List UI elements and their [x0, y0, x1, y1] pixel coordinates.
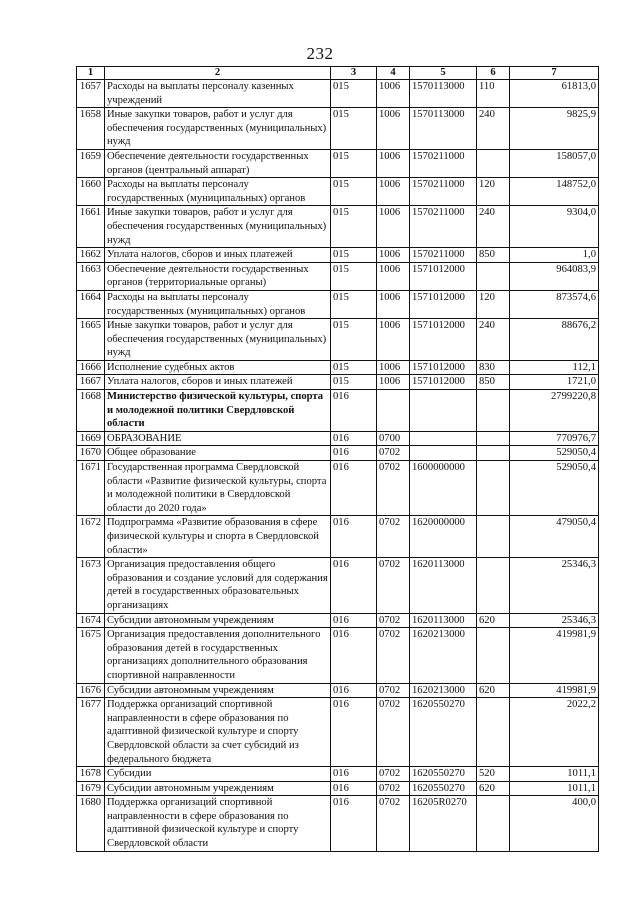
code-target-article-cell: 1620550270 [410, 698, 477, 767]
code-target-article-cell: 1570113000 [410, 80, 477, 108]
row-number-cell: 1677 [77, 698, 105, 767]
code-target-article-cell: 1570113000 [410, 108, 477, 150]
code-expense-type-cell [477, 461, 510, 516]
table-row [77, 431, 599, 446]
item-name-cell: Общее образование [105, 446, 331, 461]
code-target-article-cell [410, 431, 477, 446]
code-expense-type-cell [477, 698, 510, 767]
code-ministry-cell: 016 [331, 446, 377, 461]
code-expense-type-cell [477, 628, 510, 683]
column-header: 7 [510, 67, 599, 80]
column-header: 3 [331, 67, 377, 80]
code-ministry-cell: 015 [331, 248, 377, 263]
table-row [77, 461, 599, 516]
code-target-article-cell: 1570211000 [410, 149, 477, 177]
code-target-article-cell: 1600000000 [410, 461, 477, 516]
table-row [77, 178, 599, 206]
code-expense-type-cell: 620 [477, 613, 510, 628]
code-ministry-cell: 015 [331, 360, 377, 375]
column-header: 6 [477, 67, 510, 80]
table-row [77, 781, 599, 796]
code-section-cell: 1006 [377, 206, 410, 248]
row-number-cell: 1670 [77, 446, 105, 461]
table-row [77, 767, 599, 782]
code-section-cell: 0700 [377, 431, 410, 446]
table-row [77, 80, 599, 108]
code-expense-type-cell [477, 446, 510, 461]
amount-cell: 529050,4 [510, 446, 599, 461]
code-expense-type-cell: 850 [477, 375, 510, 390]
table-row [77, 613, 599, 628]
table-row [77, 446, 599, 461]
code-ministry-cell: 016 [331, 390, 377, 432]
item-name-cell: Поддержка организаций спортивной направленности в сфере образования по адаптивной физической культуре и спорту Свердловской области за счет субсидий из федерального бюджета [105, 698, 331, 767]
table-row [77, 516, 599, 558]
row-number-cell: 1676 [77, 683, 105, 698]
budget-table [76, 66, 599, 852]
table-row [77, 558, 599, 613]
code-target-article-cell: 1620000000 [410, 516, 477, 558]
row-number-cell: 1665 [77, 319, 105, 361]
code-section-cell: 0702 [377, 516, 410, 558]
column-header: 4 [377, 67, 410, 80]
code-section-cell: 1006 [377, 108, 410, 150]
code-section-cell [377, 390, 410, 432]
code-ministry-cell: 016 [331, 558, 377, 613]
row-number-cell: 1671 [77, 461, 105, 516]
amount-cell: 873574,6 [510, 290, 599, 318]
amount-cell: 964083,9 [510, 262, 599, 290]
column-header: 5 [410, 67, 477, 80]
code-section-cell: 1006 [377, 290, 410, 318]
code-ministry-cell: 016 [331, 461, 377, 516]
row-number-cell: 1675 [77, 628, 105, 683]
code-expense-type-cell [477, 390, 510, 432]
item-name-cell: Иные закупки товаров, работ и услуг для обеспечения государственных (муниципальных) нужд [105, 319, 331, 361]
amount-cell: 25346,3 [510, 558, 599, 613]
code-expense-type-cell: 120 [477, 290, 510, 318]
code-target-article-cell: 1571012000 [410, 375, 477, 390]
code-target-article-cell [410, 390, 477, 432]
row-number-cell: 1678 [77, 767, 105, 782]
code-ministry-cell: 016 [331, 781, 377, 796]
amount-cell: 1,0 [510, 248, 599, 263]
code-target-article-cell: 1620550270 [410, 767, 477, 782]
amount-cell: 88676,2 [510, 319, 599, 361]
amount-cell: 148752,0 [510, 178, 599, 206]
amount-cell: 1011,1 [510, 767, 599, 782]
code-ministry-cell: 015 [331, 290, 377, 318]
item-name-cell: Поддержка организаций спортивной направленности в сфере образования по адаптивной физической культуре и спорту Свердловской области [105, 796, 331, 851]
code-expense-type-cell: 520 [477, 767, 510, 782]
item-name-cell: Подпрограмма «Развитие образования в сфере физической культуры и спорта в Свердловской области» [105, 516, 331, 558]
amount-cell: 419981,9 [510, 628, 599, 683]
code-target-article-cell: 1620550270 [410, 781, 477, 796]
code-ministry-cell: 016 [331, 796, 377, 851]
code-section-cell: 0702 [377, 796, 410, 851]
code-expense-type-cell: 830 [477, 360, 510, 375]
code-expense-type-cell: 620 [477, 781, 510, 796]
row-number-cell: 1662 [77, 248, 105, 263]
table-row [77, 390, 599, 432]
row-number-cell: 1659 [77, 149, 105, 177]
code-section-cell: 0702 [377, 628, 410, 683]
item-name-cell: Иные закупки товаров, работ и услуг для обеспечения государственных (муниципальных) нужд [105, 108, 331, 150]
row-number-cell: 1666 [77, 360, 105, 375]
code-target-article-cell: 1571012000 [410, 262, 477, 290]
column-header: 2 [105, 67, 331, 80]
amount-cell: 9825,9 [510, 108, 599, 150]
row-number-cell: 1667 [77, 375, 105, 390]
row-number-cell: 1664 [77, 290, 105, 318]
code-expense-type-cell [477, 558, 510, 613]
code-target-article-cell: 1571012000 [410, 290, 477, 318]
code-section-cell: 0702 [377, 461, 410, 516]
amount-cell: 112,1 [510, 360, 599, 375]
code-section-cell: 0702 [377, 683, 410, 698]
row-number-cell: 1661 [77, 206, 105, 248]
amount-cell: 770976,7 [510, 431, 599, 446]
item-name-cell: Субсидии автономным учреждениям [105, 613, 331, 628]
table-header-row [77, 67, 599, 80]
code-target-article-cell: 1571012000 [410, 360, 477, 375]
row-number-cell: 1668 [77, 390, 105, 432]
row-number-cell: 1672 [77, 516, 105, 558]
code-expense-type-cell [477, 516, 510, 558]
code-target-article-cell: 1620213000 [410, 628, 477, 683]
item-name-cell: Министерство физической культуры, спорта и молодежной политики Свердловской области [105, 390, 331, 432]
amount-cell: 25346,3 [510, 613, 599, 628]
code-ministry-cell: 016 [331, 767, 377, 782]
code-section-cell: 0702 [377, 558, 410, 613]
item-name-cell: Обеспечение деятельности государственных органов (территориальные органы) [105, 262, 331, 290]
item-name-cell: Организация предоставления дополнительного образования детей в государственных организациях дополнительного образования спортивной направленности [105, 628, 331, 683]
code-ministry-cell: 015 [331, 108, 377, 150]
code-target-article-cell: 16205R0270 [410, 796, 477, 851]
table-row [77, 796, 599, 851]
table-row [77, 698, 599, 767]
code-ministry-cell: 016 [331, 683, 377, 698]
item-name-cell: Субсидии автономным учреждениям [105, 683, 331, 698]
table-row [77, 248, 599, 263]
code-section-cell: 0702 [377, 781, 410, 796]
code-target-article-cell: 1620213000 [410, 683, 477, 698]
table-row [77, 628, 599, 683]
amount-cell: 1721,0 [510, 375, 599, 390]
item-name-cell: Исполнение судебных актов [105, 360, 331, 375]
code-expense-type-cell: 620 [477, 683, 510, 698]
code-section-cell: 1006 [377, 360, 410, 375]
code-expense-type-cell: 240 [477, 108, 510, 150]
code-expense-type-cell [477, 431, 510, 446]
table-row [77, 262, 599, 290]
table-row [77, 290, 599, 318]
item-name-cell: Уплата налогов, сборов и иных платежей [105, 248, 331, 263]
code-section-cell: 1006 [377, 262, 410, 290]
code-expense-type-cell [477, 262, 510, 290]
amount-cell: 2022,2 [510, 698, 599, 767]
table-body [77, 80, 599, 852]
code-section-cell: 1006 [377, 248, 410, 263]
item-name-cell: Уплата налогов, сборов и иных платежей [105, 375, 331, 390]
amount-cell: 529050,4 [510, 461, 599, 516]
code-target-article-cell: 1620113000 [410, 613, 477, 628]
table-row [77, 375, 599, 390]
code-section-cell: 1006 [377, 149, 410, 177]
code-expense-type-cell: 110 [477, 80, 510, 108]
code-section-cell: 1006 [377, 375, 410, 390]
amount-cell: 61813,0 [510, 80, 599, 108]
code-expense-type-cell: 240 [477, 206, 510, 248]
code-ministry-cell: 015 [331, 206, 377, 248]
code-target-article-cell: 1570211000 [410, 248, 477, 263]
row-number-cell: 1669 [77, 431, 105, 446]
code-expense-type-cell: 240 [477, 319, 510, 361]
amount-cell: 1011,1 [510, 781, 599, 796]
row-number-cell: 1674 [77, 613, 105, 628]
row-number-cell: 1673 [77, 558, 105, 613]
item-name-cell: Расходы на выплаты персоналу казенных учреждений [105, 80, 331, 108]
code-ministry-cell: 016 [331, 516, 377, 558]
code-ministry-cell: 016 [331, 613, 377, 628]
row-number-cell: 1680 [77, 796, 105, 851]
code-ministry-cell: 015 [331, 319, 377, 361]
table-row [77, 683, 599, 698]
code-target-article-cell: 1570211000 [410, 206, 477, 248]
code-section-cell: 1006 [377, 80, 410, 108]
item-name-cell: Организация предоставления общего образования и создание условий для содержания детей в государственных образовательных организациях [105, 558, 331, 613]
table-row [77, 149, 599, 177]
amount-cell: 9304,0 [510, 206, 599, 248]
code-target-article-cell: 1570211000 [410, 178, 477, 206]
code-section-cell: 0702 [377, 613, 410, 628]
code-ministry-cell: 015 [331, 262, 377, 290]
column-header: 1 [77, 67, 105, 80]
code-expense-type-cell [477, 796, 510, 851]
code-expense-type-cell: 850 [477, 248, 510, 263]
table-row [77, 360, 599, 375]
code-ministry-cell: 015 [331, 375, 377, 390]
code-expense-type-cell [477, 149, 510, 177]
code-section-cell: 1006 [377, 319, 410, 361]
item-name-cell: Расходы на выплаты персоналу государственных (муниципальных) органов [105, 290, 331, 318]
row-number-cell: 1658 [77, 108, 105, 150]
item-name-cell: Иные закупки товаров, работ и услуг для обеспечения государственных (муниципальных) нужд [105, 206, 331, 248]
item-name-cell: Расходы на выплаты персоналу государственных (муниципальных) органов [105, 178, 331, 206]
code-section-cell: 1006 [377, 178, 410, 206]
code-ministry-cell: 016 [331, 628, 377, 683]
item-name-cell: Субсидии автономным учреждениям [105, 781, 331, 796]
amount-cell: 479050,4 [510, 516, 599, 558]
row-number-cell: 1679 [77, 781, 105, 796]
amount-cell: 2799220,8 [510, 390, 599, 432]
page-number: 232 [306, 44, 334, 63]
code-section-cell: 0702 [377, 767, 410, 782]
code-target-article-cell: 1571012000 [410, 319, 477, 361]
code-target-article-cell [410, 446, 477, 461]
code-ministry-cell: 015 [331, 178, 377, 206]
row-number-cell: 1657 [77, 80, 105, 108]
item-name-cell: ОБРАЗОВАНИЕ [105, 431, 331, 446]
item-name-cell: Субсидии [105, 767, 331, 782]
code-ministry-cell: 015 [331, 149, 377, 177]
code-ministry-cell: 016 [331, 431, 377, 446]
table-row [77, 206, 599, 248]
amount-cell: 400,0 [510, 796, 599, 851]
row-number-cell: 1663 [77, 262, 105, 290]
row-number-cell: 1660 [77, 178, 105, 206]
code-section-cell: 0702 [377, 446, 410, 461]
amount-cell: 158057,0 [510, 149, 599, 177]
code-section-cell: 0702 [377, 698, 410, 767]
table-row [77, 108, 599, 150]
code-ministry-cell: 015 [331, 80, 377, 108]
table-row [77, 319, 599, 361]
code-ministry-cell: 016 [331, 698, 377, 767]
item-name-cell: Обеспечение деятельности государственных органов (центральный аппарат) [105, 149, 331, 177]
code-expense-type-cell: 120 [477, 178, 510, 206]
code-target-article-cell: 1620113000 [410, 558, 477, 613]
item-name-cell: Государственная программа Свердловской области «Развитие физической культуры, спорта и молодежной политики в Свердловской области до 2020 года» [105, 461, 331, 516]
amount-cell: 419981,9 [510, 683, 599, 698]
